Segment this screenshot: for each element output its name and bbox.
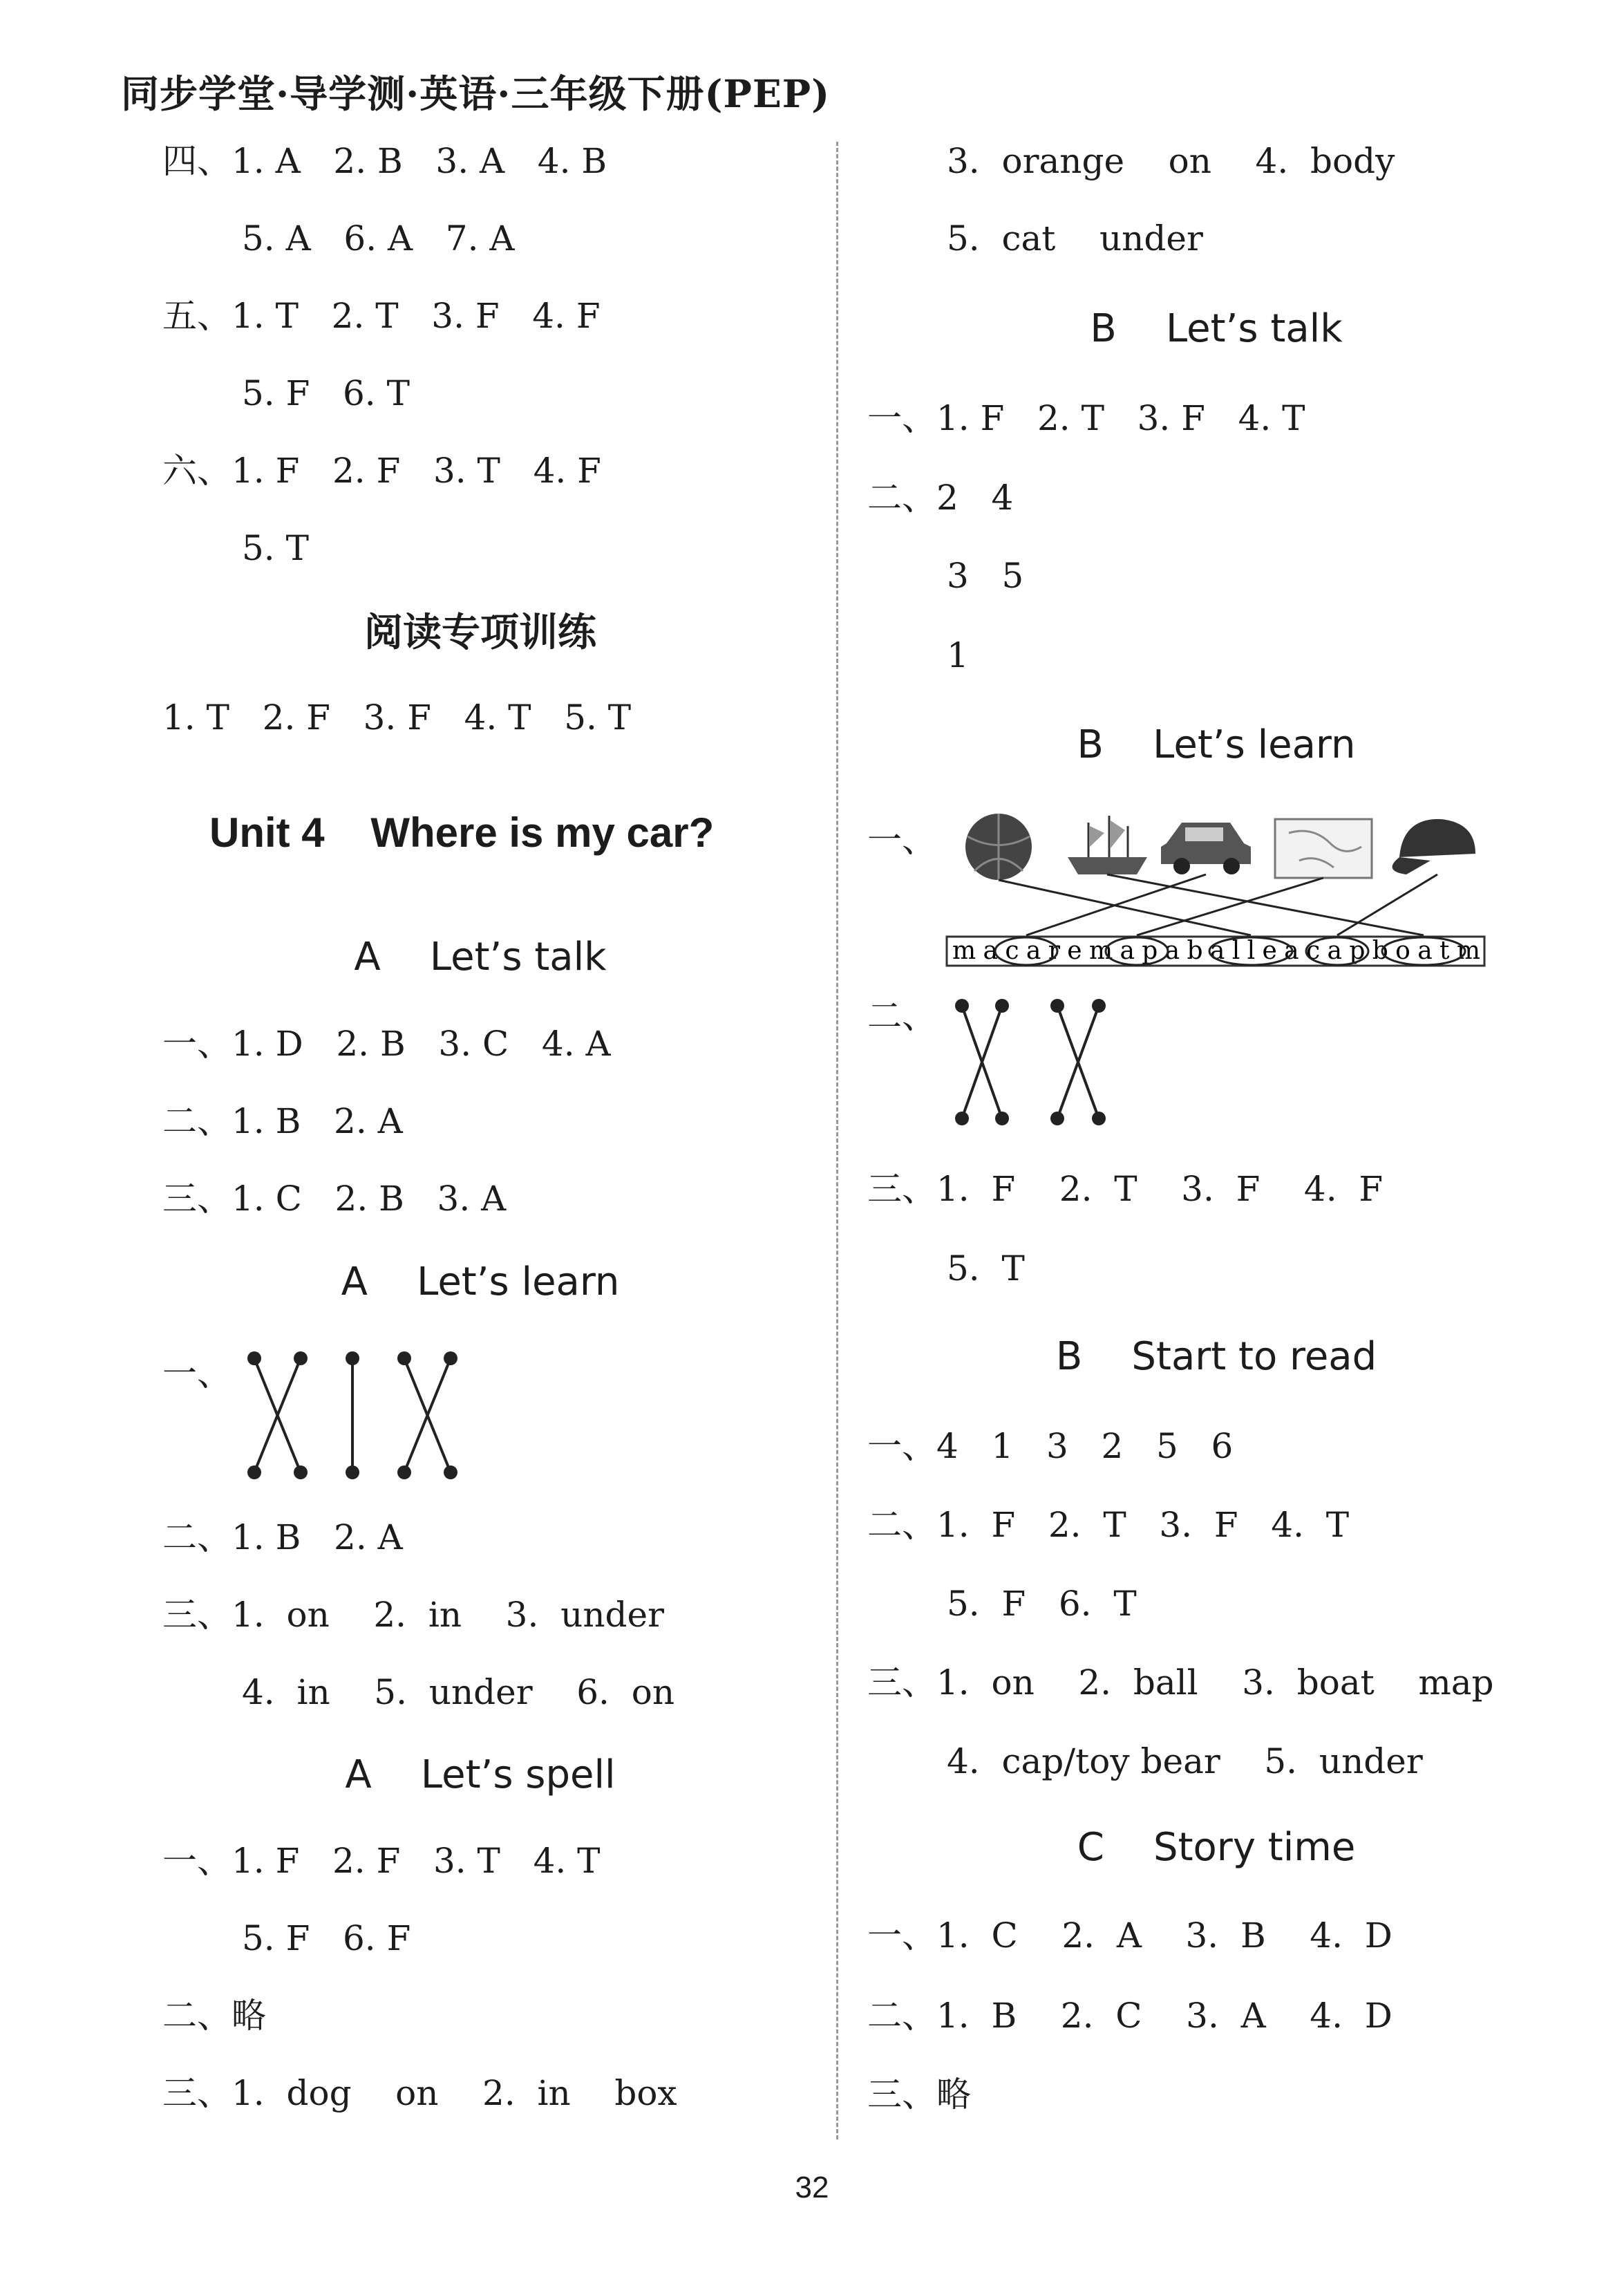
matching-lines-figure (235, 1348, 470, 1486)
answer-row: 一、1. F 2. T 3. F 4. T (867, 398, 1305, 438)
answer-row: 二、2 4 (867, 478, 1014, 518)
answer-row: 5. F 6. T (242, 373, 410, 413)
answer-row: 一、1. C 2. A 3. B 4. D (867, 1915, 1392, 1956)
answer-row: 三、1. F 2. T 3. F 4. F (867, 1169, 1384, 1209)
section-heading: 阅读专项训练 (364, 610, 596, 655)
answer-row: 三、1. dog on 2. in box (162, 2073, 677, 2113)
letter-strip: macaremapaballeacapboatm (952, 937, 1480, 965)
unit-title: Unit 4 Where is my car? (209, 809, 715, 856)
answer-row: 3. orange on 4. body (947, 141, 1395, 181)
matching-lines-figure (954, 995, 1120, 1134)
ship-icon (1068, 816, 1147, 874)
picture-word-matching-figure (947, 805, 1486, 964)
answer-row: 二、1. B 2. A (162, 1517, 403, 1557)
answer-row-label: 一、 (162, 1353, 232, 1394)
answer-row: 5. A 6. A 7. A (242, 218, 515, 259)
section-heading: C Story time (1077, 1825, 1356, 1870)
basketball-icon (965, 814, 1032, 880)
section-heading: B Let’s talk (1090, 306, 1343, 351)
answer-row: 二、1. B 2. C 3. A 4. D (867, 1996, 1392, 2036)
section-heading: A Let’s talk (354, 935, 607, 980)
section-heading: A Let’s spell (345, 1752, 616, 1797)
answer-row: 1. T 2. F 3. F 4. T 5. T (162, 697, 632, 738)
answer-row-label: 一、 (867, 820, 936, 860)
answer-row: 4. in 5. under 6. on (242, 1672, 675, 1712)
answer-row: 3 5 (947, 556, 1024, 596)
answer-row: 三、略 (867, 2074, 971, 2115)
answer-row: 二、1. F 2. T 3. F 4. T (867, 1505, 1350, 1545)
answer-row: 一、1. F 2. F 3. T 4. T (162, 1841, 601, 1881)
page-header: 同步学堂·导学测·英语·三年级下册(PEP) (121, 71, 831, 116)
column-divider (836, 142, 838, 2139)
answer-row: 4. cap/toy bear 5. under (947, 1741, 1423, 1781)
answer-row: 一、4 1 3 2 5 6 (867, 1426, 1234, 1466)
answer-row: 六、1. F 2. F 3. T 4. F (162, 451, 601, 491)
answer-row: 五、1. T 2. T 3. F 4. F (162, 296, 601, 336)
cap-icon (1392, 819, 1475, 874)
section-heading: B Let’s learn (1077, 722, 1356, 767)
section-heading: B Start to read (1055, 1334, 1377, 1379)
answer-row: 二、1. B 2. A (162, 1101, 403, 1141)
section-heading: A Let’s learn (341, 1259, 620, 1304)
page-number: 32 (795, 2171, 829, 2204)
answer-row: 四、1. A 2. B 3. A 4. B (162, 141, 607, 181)
answer-row: 5. F 6. T (947, 1584, 1137, 1624)
answer-row: 1 (947, 635, 969, 675)
answer-row: 5. T (242, 528, 309, 568)
answer-row: 5. F 6. F (242, 1918, 411, 1958)
answer-row: 5. T (947, 1248, 1025, 1289)
answer-row: 三、1. on 2. in 3. under (162, 1595, 665, 1635)
answer-row: 三、1. on 2. ball 3. boat map (867, 1662, 1494, 1703)
map-icon (1275, 819, 1372, 878)
answer-row: 二、略 (162, 1996, 266, 2036)
answer-row: 5. cat under (947, 218, 1203, 259)
answer-row: 一、1. D 2. B 3. C 4. A (162, 1024, 611, 1064)
answer-row-label: 二、 (867, 996, 936, 1036)
car-icon (1161, 823, 1251, 874)
answer-row: 三、1. C 2. B 3. A (162, 1179, 507, 1219)
